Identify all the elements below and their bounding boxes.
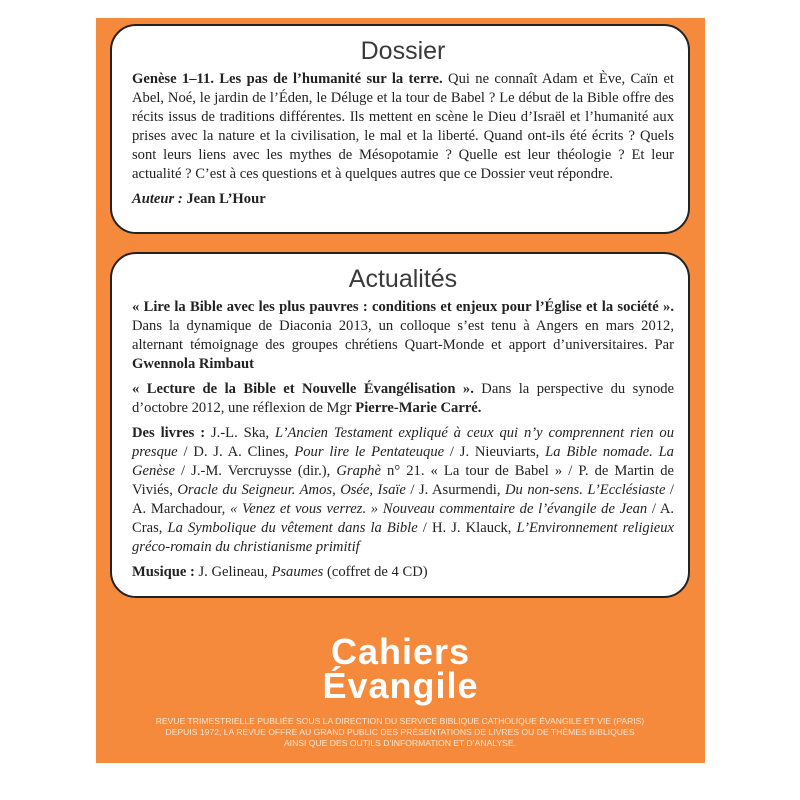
news-item-1 [132, 298, 674, 374]
dossier-panel [110, 24, 690, 234]
actualites-panel [110, 252, 690, 598]
book-title-7: La Symbolique du vêtement dans la Bible [167, 520, 418, 536]
books-list [132, 424, 674, 557]
book-title-4: Oracle du Seigneur. Amos, Osée, Isaïe [177, 482, 406, 498]
book-title-3: Graphè [336, 463, 381, 479]
news-item-2-author: Pierre-Marie Carré. [355, 400, 482, 416]
books-entries [132, 425, 674, 555]
news-item-2-text: Dans la perspective du synode d’octobre 2012, une réflexion de Mgr [132, 381, 675, 416]
book-title-1: Pour lire le Pentateuque [294, 444, 445, 460]
book-author-3: / J.-M. Vercruysse (dir.), [174, 463, 337, 479]
book-title-6: « Venez et vous verrez. » Nouveau commentaire de l’évangile de Jean [229, 501, 648, 517]
dossier-lead: Genèse 1–11. Les pas de l’humanité sur la terre. [132, 71, 443, 87]
news-item-1-title: « Lire la Bible avec les plus pauvres : conditions et enjeux pour l’Église et la société ». [132, 299, 674, 315]
book-author-2: / J. Nieuviarts, [444, 444, 546, 460]
logo-cahiers: Cahiers [330, 631, 471, 672]
footer-line-3: AINSI QUE DES OUTILS D’INFORMATION ET D’ANALYSE. [283, 738, 517, 748]
author-name: Jean L’Hour [182, 191, 266, 207]
news-item-2-title: « Lecture de la Bible et Nouvelle Évangélisation ». [132, 381, 474, 397]
book-author-5: / J. Asurmendi, [405, 482, 505, 498]
music-title: Psaumes [271, 564, 324, 580]
news-item-1-text: Dans la dynamique de Diaconia 2013, un colloque s’est tenu à Angers en mars 2012, alternant témoignage des groupes chrétiens Quart-Monde et apport d’universitaires. Par [132, 318, 674, 353]
footer-line-2: DEPUIS 1972, LA REVUE OFFRE AU GRAND PUBLIC DES PRÉSENTATIONS DE LIVRES OU DE THÈMES BIBLIQUES [165, 727, 635, 737]
book-title-5: Du non-sens. L’Ecclésiaste [504, 482, 666, 498]
book-title-0: L’Ancien Testament expliqué à ceux qui n’y comprennent rien ou presque [132, 425, 674, 460]
music-line [132, 563, 674, 582]
news-item-1-author: Gwennola Rimbaut [132, 356, 255, 372]
book-title-8: L’Environnement religieux gréco-romain du christianisme primitif [132, 520, 674, 555]
dossier-author [132, 190, 674, 209]
logo-evangile: Évangile [322, 665, 479, 706]
author-label: Auteur : [132, 191, 183, 207]
book-title-2: La Bible nomade. La Genèse [132, 444, 674, 479]
book-author-4: n° 21. « La tour de Babel » / P. de Martin de Viviés, [132, 463, 674, 498]
music-label: Musique : [132, 564, 195, 580]
book-author-6: / A. Marchadour, [132, 482, 674, 517]
news-item-2 [132, 380, 674, 418]
dossier-summary [132, 70, 674, 184]
music-tail: (coffret de 4 CD) [323, 564, 428, 580]
book-author-7: / A. Cras, [132, 501, 675, 536]
dossier-text: Qui ne connaît Adam et Ève, Caïn et Abel, Noé, le jardin de l’Éden, le Déluge et la tour de Babel ? Le début de la Bible offre des récits issus de traditions différentes. Ils mettent en scène le Dieu d’Israël et l’humanité aux prises avec la nature et la civilisation, le mal et la liberté. Quand ont-ils été écrits ? Quels sont leurs liens avec les mythes de Mésopotamie ? Quelle est leur théologie ? Et leur actualité ? C’est à ces questions et à quelques autres que ce Dossier veut répondre. [132, 71, 674, 182]
book-author-0: J.-L. Ska, [205, 425, 276, 441]
dossier-title: Dossier [360, 37, 446, 65]
books-label: Des livres : [132, 425, 206, 441]
book-author-1: / D. J. A. Clines, [177, 444, 295, 460]
music-author: J. Gelineau, [194, 564, 272, 580]
actualites-title: Actualités [348, 265, 458, 293]
book-author-8: / H. J. Klauck, [417, 520, 517, 536]
footer-line-1: REVUE TRIMESTRIELLE PUBLIÉE SOUS LA DIRECTION DU SERVICE BIBLIQUE CATHOLIQUE ÉVANGILE ET VIE (PARIS) [155, 716, 645, 726]
